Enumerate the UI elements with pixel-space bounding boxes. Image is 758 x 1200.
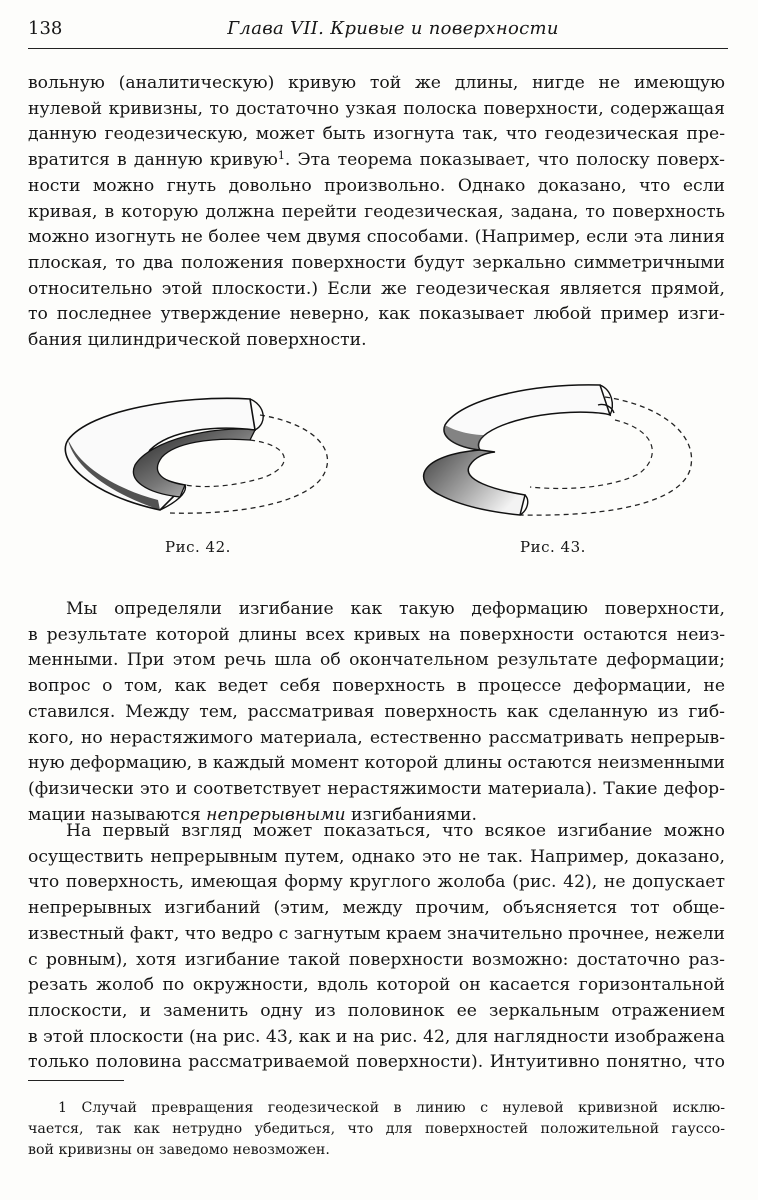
text-fragment: вратится в данную кривую — [28, 150, 278, 171]
text-line: то последнее утверждение неверно, как показывает любой пример изги- — [28, 304, 725, 325]
footnote-number: 1 — [58, 1100, 68, 1116]
figure-43-reflected-trough — [400, 375, 710, 525]
text-line: можно изогнуть не более чем двумя способами. (Например, если эта линия — [28, 227, 725, 248]
text-line: непрерывных изгибаний (этим, между прочим, объясняется тот обще- — [28, 898, 725, 919]
dashed-inner — [530, 420, 652, 488]
text-line: нулевой кривизны, то достаточно узкая полоска поверхности, содержащая — [28, 98, 725, 119]
footnote-rule — [28, 1080, 124, 1081]
text-line: известный факт, что ведро с загнутым краем значительно прочнее, нежели — [28, 923, 725, 944]
text-line: вопрос о том, как ведет себя поверхность в процессе деформации, не — [28, 676, 725, 697]
text-line: осуществить непрерывным путем, однако это не так. Например, доказано, — [28, 846, 725, 867]
footnote-line — [28, 1098, 725, 1119]
dashed-inner — [185, 440, 284, 487]
italic-term: непрерывными — [206, 804, 346, 825]
text-fragment: . Эта теорема показывает, что полоску поверх- — [284, 150, 725, 171]
paragraph-3 — [28, 819, 725, 1076]
footnote-line: вой кривизны он заведомо невозможен. — [28, 1142, 330, 1158]
text-line: менными. При этом речь шла об окончательном результате деформации; — [28, 650, 725, 671]
text-fragment: мации называются — [28, 804, 207, 825]
paragraph-1 — [28, 71, 725, 354]
text-line: ставился. Между тем, рассматривая поверхность как сделанную из гиб- — [28, 701, 725, 722]
text-line: кривая, в которую должна перейти геодезическая, задана, то поверхность — [28, 201, 725, 222]
text-line: относительно этой плоскости.) Если же геодезическая является прямой, — [28, 278, 725, 299]
text-line: в результате которой длины всех кривых на поверхности остаются неиз- — [28, 624, 725, 645]
text-line: вольную (аналитическую) кривую той же длины, нигде не имеющую — [28, 73, 725, 93]
text-fragment: изгибаниями. — [345, 804, 477, 825]
figure-42-caption: Рис. 42. — [165, 538, 231, 556]
footnote-line: чается, так как нетрудно убедиться, что для поверхностей положительной гауссо- — [28, 1121, 725, 1137]
header-rule — [28, 48, 728, 49]
text-fragment: Случай превращения геодезической в линию с нулевой кривизной исклю- — [67, 1100, 725, 1116]
figure-43-caption: Рис. 43. — [520, 538, 586, 556]
text-line: только половина рассматриваемой поверхности). Интуитивно понятно, что — [28, 1052, 725, 1073]
text-line: (физически это и соответствует нерастяжимости материала). Такие дефор- — [28, 778, 725, 799]
lower-half — [424, 450, 525, 515]
text-line: с ровным), хотя изгибание такой поверхности возможно: достаточно раз- — [28, 949, 725, 970]
text-line: что поверхность, имеющая форму круглого жолоба (рис. 42), не допускает — [28, 872, 725, 893]
page-number: 138 — [28, 18, 63, 39]
figure-42-torus-trough — [50, 385, 350, 525]
running-title: Глава VII. Кривые и поверхности — [227, 18, 559, 39]
text-line: данную геодезическую, может быть изогнута так, что геодезическая пре- — [28, 124, 725, 145]
text-line: ную деформацию, в каждый момент которой длины остаются неизменными — [28, 753, 725, 774]
paragraph-2 — [28, 597, 725, 828]
footnote-marker: 1 — [277, 149, 285, 163]
text-line: плоская, то два положения поверхности будут зеркально симметричными — [28, 252, 725, 273]
text-line: кого, но нерастяжимого материала, естественно рассматривать непрерыв- — [28, 727, 725, 748]
footnote — [28, 1098, 725, 1161]
text-line — [28, 148, 725, 174]
text-line: резать жолоб по окружности, вдоль которой он касается горизонтальной — [28, 975, 725, 996]
text-line: ности можно гнуть довольно произвольно. Однако доказано, что если — [28, 175, 725, 196]
text-line: в этой плоскости (на рис. 43, как и на рис. 42, для наглядности изображена — [28, 1026, 725, 1047]
text-line: бания цилиндрической поверхности. — [28, 330, 367, 351]
page-header — [28, 14, 728, 44]
text-line: плоскости, и заменить одну из половинок ее зеркальным отражением — [28, 1000, 725, 1021]
text-line: Мы определяли изгибание как такую деформацию поверхности, — [66, 599, 725, 619]
text-line: На первый взгляд может показаться, что всякое изгибание можно — [66, 821, 725, 841]
